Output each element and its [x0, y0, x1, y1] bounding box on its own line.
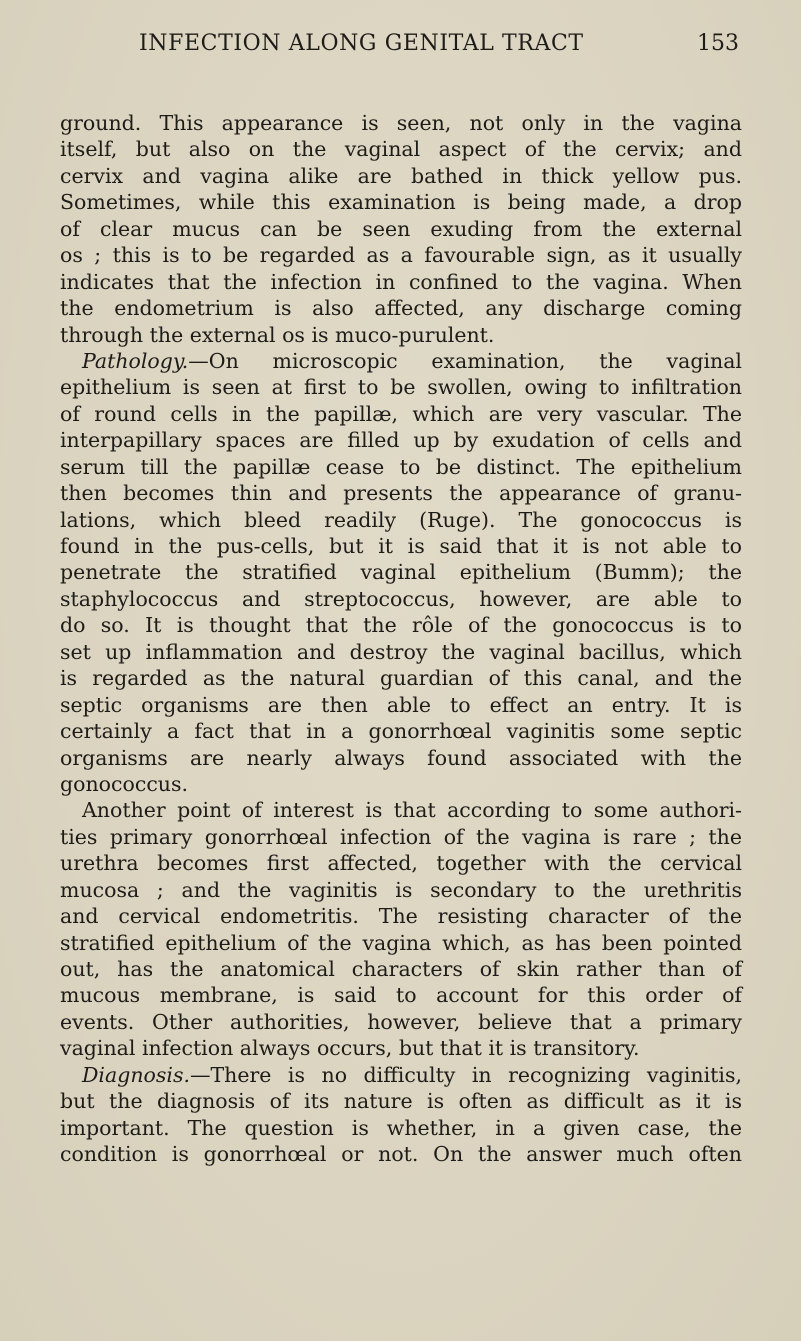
text-line [60, 163, 742, 189]
line-text: of round cells in the papillæ, which are very vascular. The [60, 401, 742, 426]
text-line [60, 1009, 742, 1035]
text-line [60, 982, 742, 1008]
line-text: gonococcus. [60, 771, 189, 796]
line-text: and cervical endometritis. The resisting character of the [60, 904, 742, 929]
line-text: vaginal infection always occurs, but that it is transitory. [60, 1036, 640, 1061]
line-text: urethra becomes first affected, together with the cervical [60, 851, 742, 876]
text-line [60, 797, 742, 823]
section-heading: Diagnosis. [82, 1062, 190, 1087]
text-line [60, 771, 742, 797]
line-text: penetrate the stratified vaginal epithelium (Bumm); the [60, 560, 742, 585]
line-text: certainly a fact that in a gonorrhœal vaginitis some septic [60, 719, 742, 744]
line-text: ground. This appearance is seen, not only in the vagina [60, 111, 742, 135]
line-text: do so. It is thought that the rôle of the gonococcus is to [60, 613, 742, 638]
line-text: the endometrium is also affected, any discharge coming [60, 296, 742, 321]
text-line [60, 1035, 742, 1061]
text-line [60, 533, 742, 559]
line-text: mucosa ; and the vaginitis is secondary to the urethritis [60, 877, 742, 902]
text-line [60, 189, 742, 215]
running-title: INFECTION ALONG GENITAL TRACT [139, 31, 584, 56]
body-text [60, 110, 742, 1168]
line-text: lations, which bleed readily (Ruge). The gonococcus is [60, 507, 742, 532]
line-text: mucous membrane, is said to account for this order of [60, 983, 742, 1008]
line-text: Sometimes, while this examination is being made, a drop [60, 190, 742, 215]
text-line [60, 454, 742, 480]
text-line [60, 480, 742, 506]
line-text: indicates that the infection in confined to the vagina. When [60, 269, 742, 294]
line-text: events. Other authorities, however, believe that a primary [60, 1009, 742, 1034]
line-text: serum till the papillæ cease to be distinct. The epithelium [60, 454, 742, 479]
line-text: set up inflammation and destroy the vaginal bacillus, which [60, 639, 742, 664]
text-line [60, 692, 742, 718]
line-text: out, has the anatomical characters of skin rather than of [60, 957, 742, 981]
text-line [60, 930, 742, 956]
text-line [60, 322, 742, 348]
text-line [60, 824, 742, 850]
text-line [60, 903, 742, 929]
text-line [60, 401, 742, 427]
line-text: —On microscopic examination, the vaginal [188, 348, 742, 373]
line-text: os ; this is to be regarded as a favourable sign, as it usually [60, 243, 742, 268]
line-text: stratified epithelium of the vagina which, as has been pointed [60, 930, 742, 955]
text-line [60, 216, 742, 242]
line-text: but the diagnosis of its nature is often as difficult as it is [60, 1089, 742, 1114]
text-line [60, 718, 742, 744]
text-line [60, 427, 742, 453]
line-text: of clear mucus can be seen exuding from the external [60, 216, 742, 241]
section-heading: Pathology. [82, 348, 189, 373]
line-text: found in the pus-cells, but it is said that it is not able to [60, 534, 742, 558]
text-line [60, 242, 742, 268]
running-head [0, 31, 801, 59]
line-text: interpapillary spaces are filled up by exudation of cells and [60, 428, 742, 453]
text-line [60, 1088, 742, 1114]
text-line [60, 1115, 742, 1141]
text-line [60, 110, 742, 136]
line-text: ties primary gonorrhœal infection of the vagina is rare ; the [60, 824, 742, 849]
page-number: 153 [697, 31, 739, 56]
text-line [60, 877, 742, 903]
text-line [60, 1062, 742, 1088]
line-text: staphylococcus and streptococcus, however, are able to [60, 586, 742, 611]
line-text: Another point of interest is that according to some authori- [82, 798, 742, 823]
line-text: condition is gonorrhœal or not. On the answer much often [60, 1142, 742, 1167]
text-line [60, 348, 742, 374]
line-text: through the external os is muco-purulent. [60, 322, 495, 347]
line-text: then becomes thin and presents the appearance of granu- [60, 481, 742, 506]
text-line [60, 586, 742, 612]
text-line [60, 612, 742, 638]
text-line [60, 639, 742, 665]
text-line [60, 269, 742, 295]
text-line [60, 956, 742, 982]
line-text: is regarded as the natural guardian of this canal, and the [60, 666, 742, 691]
text-line [60, 136, 742, 162]
line-text: important. The question is whether, in a given case, the [60, 1115, 742, 1140]
text-line [60, 745, 742, 771]
line-text: cervix and vagina alike are bathed in thick yellow pus. [60, 163, 742, 188]
text-line [60, 665, 742, 691]
text-line [60, 1141, 742, 1167]
text-line [60, 559, 742, 585]
line-text: epithelium is seen at first to be swollen, owing to infiltration [60, 375, 742, 400]
line-text: itself, but also on the vaginal aspect of the cervix; and [60, 137, 742, 162]
line-text: septic organisms are then able to effect an entry. It is [60, 692, 742, 717]
text-line [60, 295, 742, 321]
text-line [60, 374, 742, 400]
text-line [60, 850, 742, 876]
text-line [60, 507, 742, 533]
line-text: organisms are nearly always found associated with the [60, 745, 742, 770]
line-text: —There is no difficulty in recognizing vaginitis, [190, 1062, 742, 1087]
